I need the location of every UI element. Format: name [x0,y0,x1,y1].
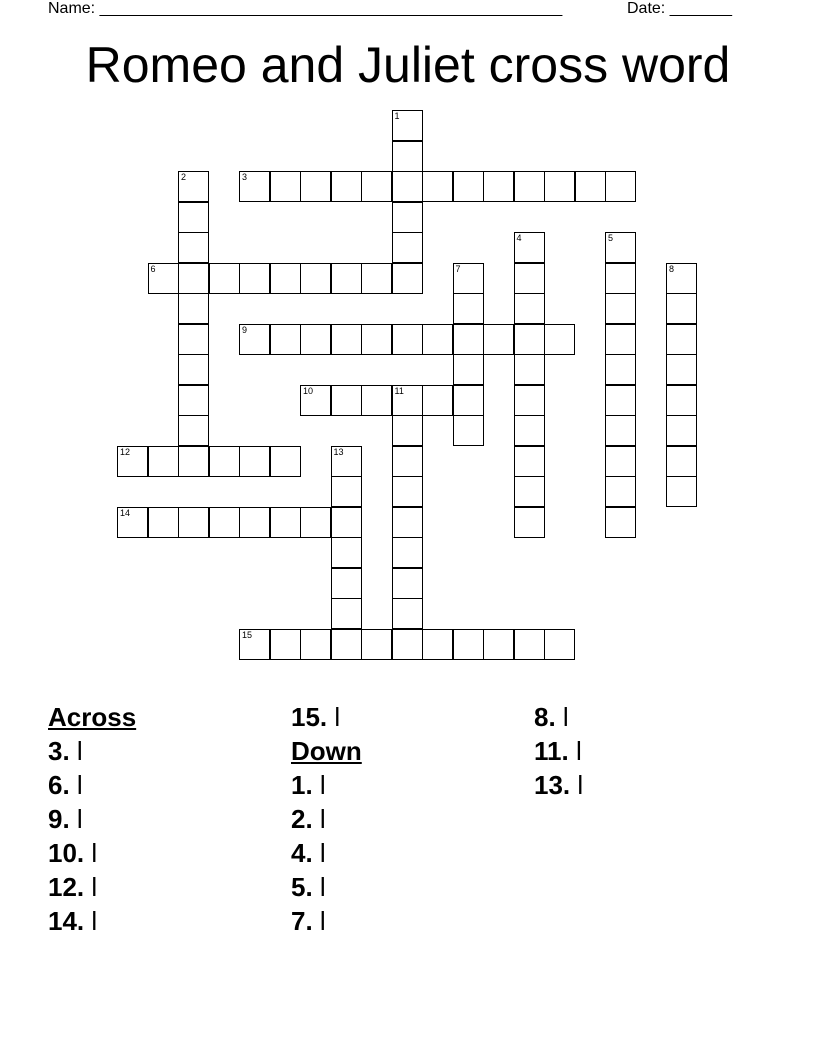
crossword-cell[interactable] [453,293,484,324]
clue-column-1 [48,700,288,938]
date-field-label: Date: _______ [627,0,732,17]
crossword-cell[interactable] [331,324,362,355]
crossword-cell[interactable] [605,415,636,446]
down-heading: Down [291,736,362,766]
crossword-cell[interactable] [331,507,362,538]
crossword-cell[interactable] [605,293,636,324]
crossword-cell[interactable] [331,568,362,599]
clue-number: 5. [291,872,313,902]
clue-number: 2. [291,804,313,834]
crossword-cell[interactable] [178,385,209,416]
crossword-cell[interactable] [392,446,423,477]
crossword-cell[interactable] [605,354,636,385]
crossword-cell[interactable] [453,385,484,416]
across-clue [48,768,288,802]
clue-number: 13. [534,770,571,800]
clue-number-label: 9 [242,324,248,335]
crossword-cell[interactable] [178,263,209,294]
crossword-cell[interactable] [392,537,423,568]
crossword-cell[interactable] [148,446,179,477]
crossword-cell[interactable] [178,415,209,446]
crossword-cell[interactable] [392,171,423,202]
crossword-cell[interactable] [239,446,270,477]
crossword-cell[interactable] [239,507,270,538]
across-clue [48,734,288,768]
crossword-cell[interactable] [453,354,484,385]
clue-number-label: 4 [516,233,522,243]
clue-number: 8. [534,702,556,732]
crossword-cell[interactable] [514,232,545,263]
crossword-cell[interactable] [514,446,545,477]
crossword-cell[interactable] [453,415,484,446]
crossword-cell[interactable] [483,324,514,355]
clue-text: l [319,838,326,868]
crossword-cell[interactable] [392,415,423,446]
clue-number: 15. [291,702,328,732]
crossword-cell[interactable] [392,324,423,355]
down-clue [534,700,774,734]
crossword-cell[interactable] [300,629,331,660]
crossword-cell[interactable] [392,598,423,629]
clue-text: l [76,770,83,800]
crossword-cell[interactable] [666,263,697,294]
crossword-cell[interactable] [392,110,423,141]
crossword-cell[interactable] [178,232,209,263]
crossword-cell[interactable] [209,507,240,538]
crossword-cell[interactable] [270,263,301,294]
down-clue [291,836,531,870]
crossword-cell[interactable] [483,629,514,660]
crossword-cell[interactable] [666,354,697,385]
crossword-cell[interactable] [270,629,301,660]
clue-number-label: 6 [150,263,156,274]
crossword-cell[interactable] [209,446,240,477]
clue-number: 9. [48,804,70,834]
crossword-cell[interactable] [514,415,545,446]
crossword-cell[interactable] [361,629,392,660]
crossword-cell[interactable] [239,263,270,294]
clue-number: 3. [48,736,70,766]
crossword-cell[interactable] [453,263,484,294]
clue-column-2 [291,700,531,938]
across-clue [48,836,288,870]
crossword-cell[interactable] [422,629,453,660]
crossword-cell[interactable] [178,507,209,538]
page-title: Romeo and Juliet cross word [85,37,731,93]
down-clue [291,870,531,904]
crossword-cell[interactable] [666,476,697,507]
clue-number: 6. [48,770,70,800]
clue-text: l [319,770,326,800]
clue-text: l [334,702,341,732]
crossword-cell[interactable] [361,171,392,202]
name-field-label: Name: ____________________________________________________ [48,0,563,17]
down-clue [291,768,531,802]
clue-number: 14. [48,906,85,936]
clue-number-label: 10 [303,385,314,396]
crossword-cell[interactable] [331,598,362,629]
crossword-cell[interactable] [544,629,575,660]
crossword-cell[interactable] [544,171,575,202]
crossword-cell[interactable] [392,202,423,233]
crossword-cell[interactable] [514,507,545,538]
crossword-cell[interactable] [361,385,392,416]
crossword-cell[interactable] [605,476,636,507]
crossword-cell[interactable] [605,324,636,355]
clue-number-label: 1 [394,111,400,121]
crossword-cell[interactable] [453,629,484,660]
crossword-cell[interactable] [514,476,545,507]
clue-text: l [319,906,326,936]
crossword-cell[interactable] [422,324,453,355]
clue-number-label: 7 [455,263,461,274]
crossword-cell[interactable] [300,507,331,538]
crossword-cell[interactable] [300,324,331,355]
crossword-cell[interactable] [300,385,331,416]
clue-number-label: 15 [242,629,253,640]
crossword-cell[interactable] [331,537,362,568]
crossword-cell[interactable] [331,385,362,416]
crossword-cell[interactable] [117,446,148,477]
crossword-cell[interactable] [178,171,209,202]
across-clue [48,904,288,938]
clue-number-label: 8 [669,263,675,274]
down-clue [291,802,531,836]
crossword-cell[interactable] [239,171,270,202]
crossword-cell[interactable] [270,171,301,202]
crossword-cell[interactable] [117,507,148,538]
across-heading: Across [48,702,137,732]
crossword-cell[interactable] [392,568,423,599]
crossword-cell[interactable] [392,141,423,172]
clue-number-label: 11 [394,385,404,396]
clue-number: 11. [534,736,569,766]
clue-text: l [91,838,98,868]
down-clue [534,768,774,802]
crossword-cell[interactable] [331,629,362,660]
clue-number-label: 14 [120,507,131,518]
crossword-cell[interactable] [148,507,179,538]
crossword-cell[interactable] [178,324,209,355]
clue-text: l [76,736,83,766]
across-clue [48,870,288,904]
clue-text: l [577,770,584,800]
across-clue [291,700,531,734]
crossword-cell[interactable] [392,476,423,507]
crossword-cell[interactable] [514,629,545,660]
crossword-cell[interactable] [605,263,636,294]
crossword-cell[interactable] [392,385,423,416]
across-clue [48,802,288,836]
crossword-cell[interactable] [544,324,575,355]
crossword-cell[interactable] [605,232,636,263]
clue-text: l [562,702,569,732]
crossword-cell[interactable] [514,263,545,294]
crossword-cell[interactable] [239,629,270,660]
clue-number-label: 2 [181,172,187,182]
crossword-cell[interactable] [331,476,362,507]
crossword-cell[interactable] [331,171,362,202]
crossword-cell[interactable] [422,171,453,202]
crossword-cell[interactable] [605,446,636,477]
crossword-cell[interactable] [300,263,331,294]
crossword-cell[interactable] [270,446,301,477]
crossword-cell[interactable] [178,354,209,385]
clue-number-label: 5 [608,233,614,243]
crossword-cell[interactable] [666,446,697,477]
down-clue [291,904,531,938]
crossword-cell[interactable] [605,507,636,538]
crossword-cell[interactable] [575,171,606,202]
crossword-cell[interactable] [514,171,545,202]
clue-text: l [76,804,83,834]
clue-column-3 [534,700,774,802]
crossword-cell[interactable] [331,263,362,294]
crossword-cell[interactable] [361,263,392,294]
crossword-cell[interactable] [392,629,423,660]
crossword-cell[interactable] [361,324,392,355]
crossword-cell[interactable] [514,385,545,416]
crossword-cell[interactable] [666,385,697,416]
crossword-cell[interactable] [178,202,209,233]
clue-number-label: 3 [242,172,248,182]
crossword-cell[interactable] [392,507,423,538]
crossword-cell[interactable] [209,263,240,294]
clue-text: l [319,872,326,902]
down-clue [534,734,774,768]
clue-number: 10. [48,838,85,868]
clue-number: 12. [48,872,85,902]
clue-number-label: 13 [333,446,344,457]
crossword-cell[interactable] [453,324,484,355]
crossword-cell[interactable] [666,293,697,324]
clue-number: 1. [291,770,313,800]
crossword-cell[interactable] [239,324,270,355]
crossword-cell[interactable] [331,446,362,477]
crossword-cell[interactable] [666,415,697,446]
crossword-cell[interactable] [178,446,209,477]
crossword-cell[interactable] [514,293,545,324]
crossword-cell[interactable] [270,324,301,355]
clue-text: l [575,736,582,766]
crossword-cell[interactable] [514,354,545,385]
clue-text: l [91,872,98,902]
crossword-cell[interactable] [392,232,423,263]
crossword-cell[interactable] [148,263,179,294]
crossword-cell[interactable] [178,293,209,324]
crossword-cell[interactable] [270,507,301,538]
crossword-cell[interactable] [605,171,636,202]
crossword-cell[interactable] [453,171,484,202]
clue-text: l [91,906,98,936]
crossword-cell[interactable] [392,263,423,294]
crossword-cell[interactable] [605,385,636,416]
clue-number: 7. [291,906,313,936]
crossword-cell[interactable] [514,324,545,355]
clue-number: 4. [291,838,313,868]
clue-number-label: 12 [120,446,131,457]
crossword-cell[interactable] [483,171,514,202]
crossword-cell[interactable] [300,171,331,202]
clue-text: l [319,804,326,834]
crossword-cell[interactable] [422,385,453,416]
crossword-cell[interactable] [666,324,697,355]
